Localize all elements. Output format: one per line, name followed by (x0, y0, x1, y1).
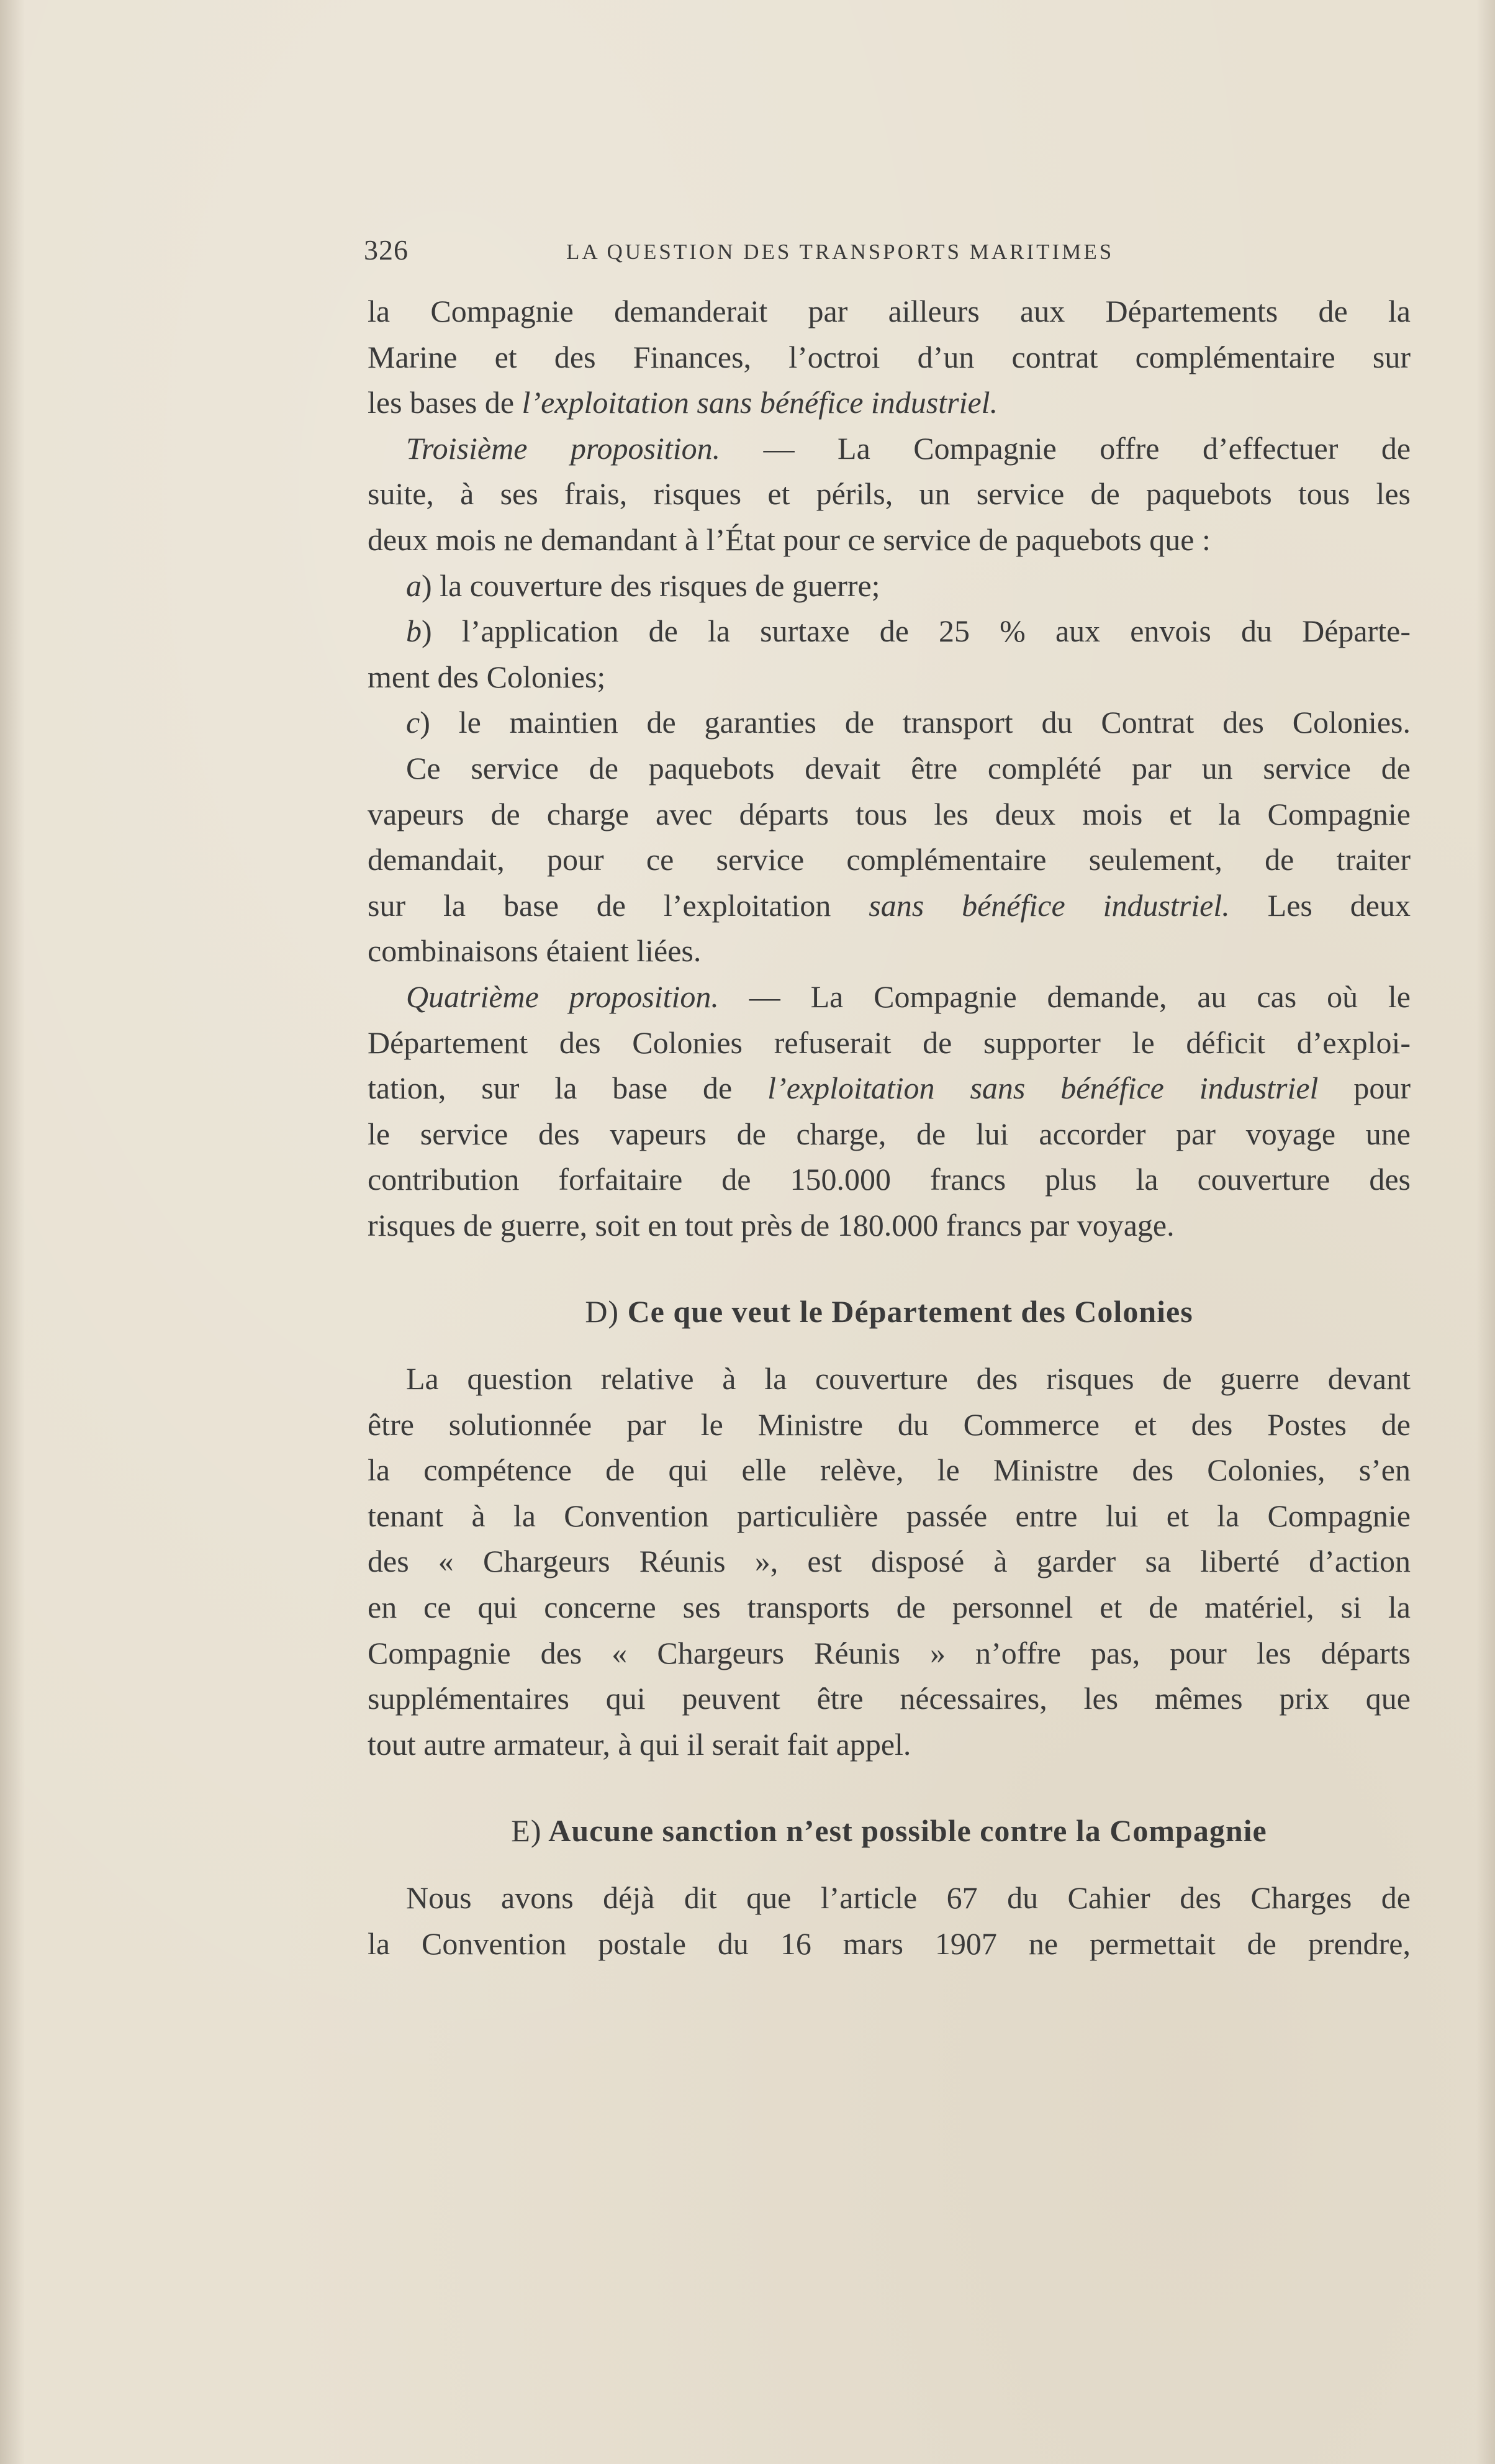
list-letter: a (406, 568, 422, 603)
text-line: vapeurs de charge avec départs tous les deux mois et la Compagnie (368, 796, 1411, 831)
proposition-label: Troisième proposition. (406, 430, 721, 466)
text-line: la compétence de qui elle relève, le Ministre des Colonies, s’en (368, 1452, 1411, 1488)
page-number: 326 (364, 234, 409, 266)
list-letter: c (406, 705, 420, 740)
text-line: deux mois ne demandant à l’État pour ce service de paquebots que : (368, 522, 1211, 557)
text-run: ) l’application de la surtaxe de 25 % aux envois du Départe- (422, 614, 1411, 649)
text-line: ment des Colonies; (368, 659, 606, 694)
text-line: suite, à ses frais, risques et périls, un service de paquebots tous les (368, 476, 1411, 512)
text-line: en ce qui concerne ses transports de personnel et de matériel, si la (368, 1590, 1411, 1625)
proposition-label: Quatrième proposition. (406, 979, 719, 1014)
text-line: La question relative à la couverture des risques de guerre devant (406, 1361, 1411, 1397)
text-line: Nous avons déjà dit que l’article 67 du Cahier des Charges de (406, 1880, 1411, 1915)
text-line (368, 883, 1411, 929)
text-line: supplémentaires qui peuvent être nécessaires, les mêmes prix que (368, 1681, 1411, 1716)
text-run: les bases de (368, 385, 522, 420)
list-item-b (368, 609, 1411, 654)
text-line: combinaisons étaient liées. (368, 933, 702, 969)
text-line: demandait, pour ce service complémentaire seulement, de traiter (368, 842, 1411, 877)
text-line: des « Chargeurs Réunis », est disposé à garder sa liberté d’action (368, 1544, 1411, 1579)
section-letter: E) (511, 1813, 542, 1849)
running-head: LA QUESTION DES TRANSPORTS MARITIMES (566, 240, 1114, 264)
text-line: tenant à la Convention particulière passée entre lui et la Compagnie (368, 1498, 1411, 1533)
section-heading-e (368, 1808, 1411, 1854)
text-line: tout autre armateur, à qui il serait fait appel. (368, 1726, 911, 1762)
text-line: Marine et des Finances, l’octroi d’un contrat complémentaire sur (368, 339, 1411, 374)
italic-run: l’exploitation sans bénéfice industriel. (522, 385, 998, 420)
text-line: Compagnie des « Chargeurs Réunis » n’offre pas, pour les départs (368, 1635, 1411, 1670)
edge-shadow (1476, 0, 1495, 2464)
text-run: sur la base de l’exploitation (368, 887, 869, 923)
page-header (364, 233, 1413, 277)
text-run: — La Compagnie offre d’effectuer de (720, 430, 1411, 466)
text-line (368, 974, 1411, 1020)
text-line: la Convention postale du 16 mars 1907 ne permettait de prendre, (368, 1926, 1411, 1961)
text-line: risques de guerre, soit en tout près de 180.000 francs par voyage. (368, 1207, 1175, 1243)
text-line (368, 380, 1411, 426)
section-letter: D) (585, 1294, 620, 1329)
italic-run: sans bénéfice industriel. (869, 887, 1230, 923)
italic-run: l’exploitation sans bénéfice industriel (767, 1071, 1319, 1106)
section-title: Aucune sanction n’est possible contre la Compagnie (548, 1813, 1267, 1849)
text-line: contribution forfaitaire de 150.000 francs plus la couverture des (368, 1162, 1411, 1197)
list-letter: b (406, 614, 422, 649)
text-run: ) la couverture des risques de guerre; (422, 568, 880, 603)
text-line: être solutionnée par le Ministre du Commerce et des Postes de (368, 1406, 1411, 1442)
list-item-c (368, 700, 1411, 746)
text-run: tation, sur la base de (368, 1071, 768, 1106)
text-line: Ce service de paquebots devait être complété par un service de (406, 750, 1411, 786)
text-run: — La Compagnie demande, au cas où le (718, 979, 1411, 1014)
text-line (368, 1066, 1411, 1112)
section-heading-d (368, 1289, 1411, 1335)
section-title: Ce que veut le Département des Colonies (627, 1294, 1193, 1329)
text-run: Les deux (1229, 887, 1411, 923)
list-item-a (368, 563, 1411, 609)
body-text (368, 289, 1411, 1967)
text-line: le service des vapeurs de charge, de lui accorder par voyage une (368, 1116, 1411, 1151)
text-run: pour (1318, 1071, 1411, 1106)
text-line: la Compagnie demanderait par ailleurs aux Départements de la (368, 294, 1411, 328)
binding-shadow (0, 0, 25, 2464)
text-run: ) le maintien de garanties de transport du Contrat des Colonies. (420, 705, 1411, 740)
text-line (368, 426, 1411, 472)
text-line: Département des Colonies refuserait de supporter le déficit d’exploi- (368, 1025, 1411, 1060)
